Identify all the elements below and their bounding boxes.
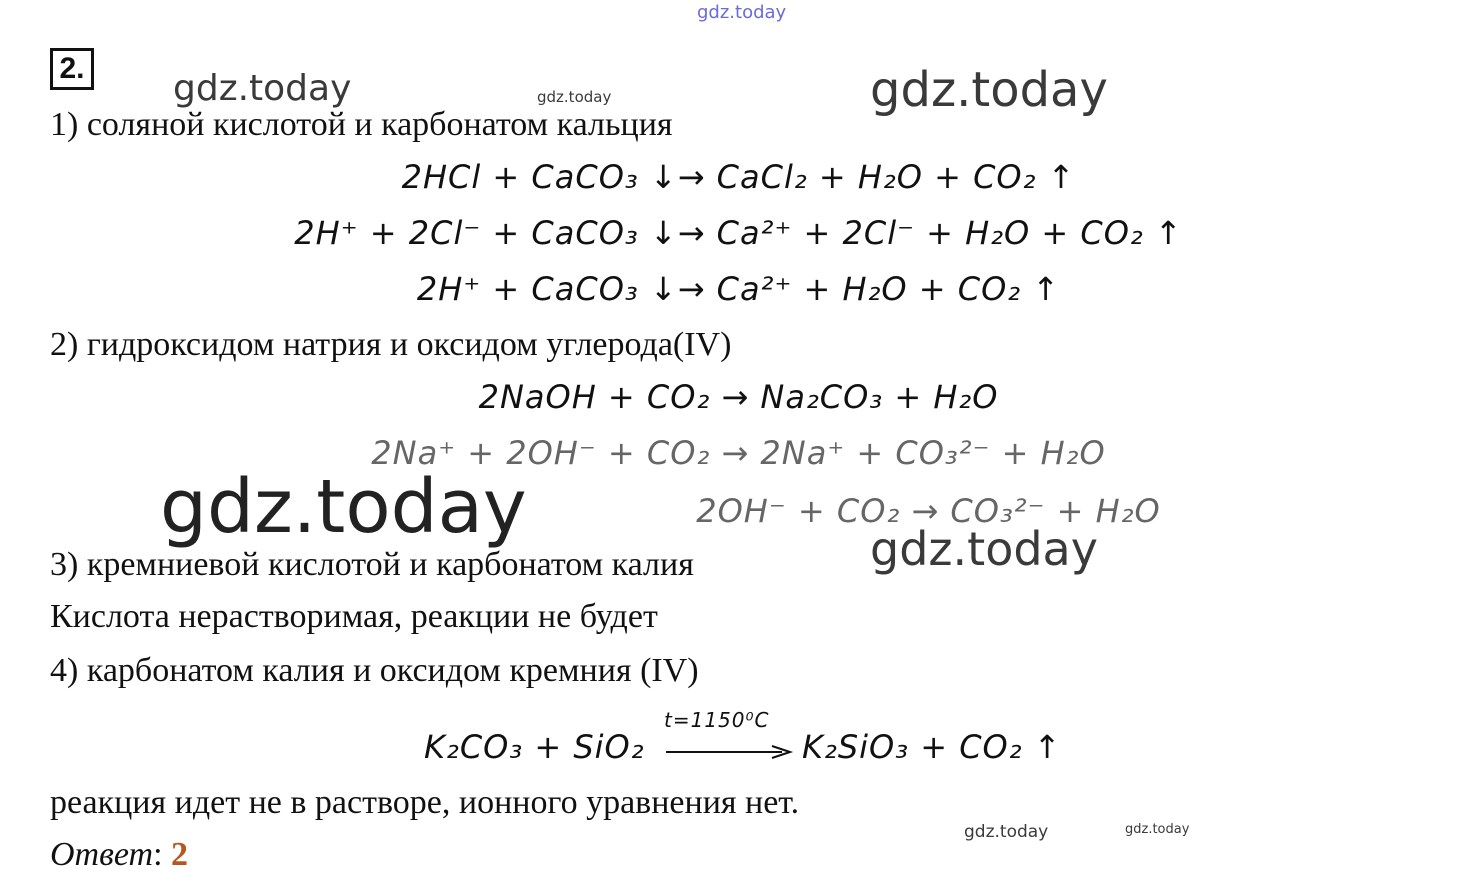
equation-1: 2HCl + CaCO₃ ↓→ CaCl₂ + H₂O + CO₂ ↑ <box>401 158 1076 196</box>
watermark: gdz.today <box>537 88 612 106</box>
item-4-text: 4) карбонатом калия и оксидом кремния (IV) <box>50 652 699 689</box>
watermark: gdz.today <box>1125 822 1190 837</box>
equation-5: 2Na⁺ + 2OH⁻ + CO₂ → 2Na⁺ + CO₃²⁻ + H₂O <box>371 434 1106 472</box>
item-4-note: реакция идет не в растворе, ионного уравнения нет. <box>50 784 800 821</box>
equation-7-right: K₂SiO₃ + CO₂ ↑ <box>802 728 1062 766</box>
equation-7-left: K₂CO₃ + SiO₂ <box>424 728 645 766</box>
item-1-text: 1) соляной кислотой и карбонатом кальция <box>50 106 673 143</box>
item-2-text: 2) гидроксидом натрия и оксидом углерода(IV) <box>50 326 732 363</box>
item-3-note: Кислота нерастворимая, реакции не будет <box>50 598 658 635</box>
equation-2: 2H⁺ + 2Cl⁻ + CaCO₃ ↓→ Ca²⁺ + 2Cl⁻ + H₂O + CO₂ ↑ <box>294 214 1183 252</box>
watermark: gdz.today <box>870 62 1108 118</box>
reaction-arrow <box>664 744 794 760</box>
equation-3: 2H⁺ + CaCO₃ ↓→ Ca²⁺ + H₂O + CO₂ ↑ <box>416 270 1061 308</box>
answer-label: Ответ <box>50 836 154 873</box>
answer <box>50 836 188 874</box>
reaction-condition: t=1150⁰C <box>664 708 770 732</box>
answer-colon: : <box>153 836 163 873</box>
watermark: gdz.today <box>160 464 527 550</box>
item-3-text: 3) кремниевой кислотой и карбонатом калия <box>50 546 694 583</box>
watermark: gdz.today <box>870 522 1098 576</box>
equation-4: 2NaOH + CO₂ → Na₂CO₃ + H₂O <box>478 378 999 416</box>
watermark-top: gdz.today <box>697 2 787 23</box>
answer-value: 2 <box>171 836 189 873</box>
watermark: gdz.today <box>964 822 1049 842</box>
watermark: gdz.today <box>173 68 352 109</box>
equation-6: 2OH⁻ + CO₂ → CO₃²⁻ + H₂O <box>696 492 1161 530</box>
task-number: 2. <box>50 48 94 90</box>
